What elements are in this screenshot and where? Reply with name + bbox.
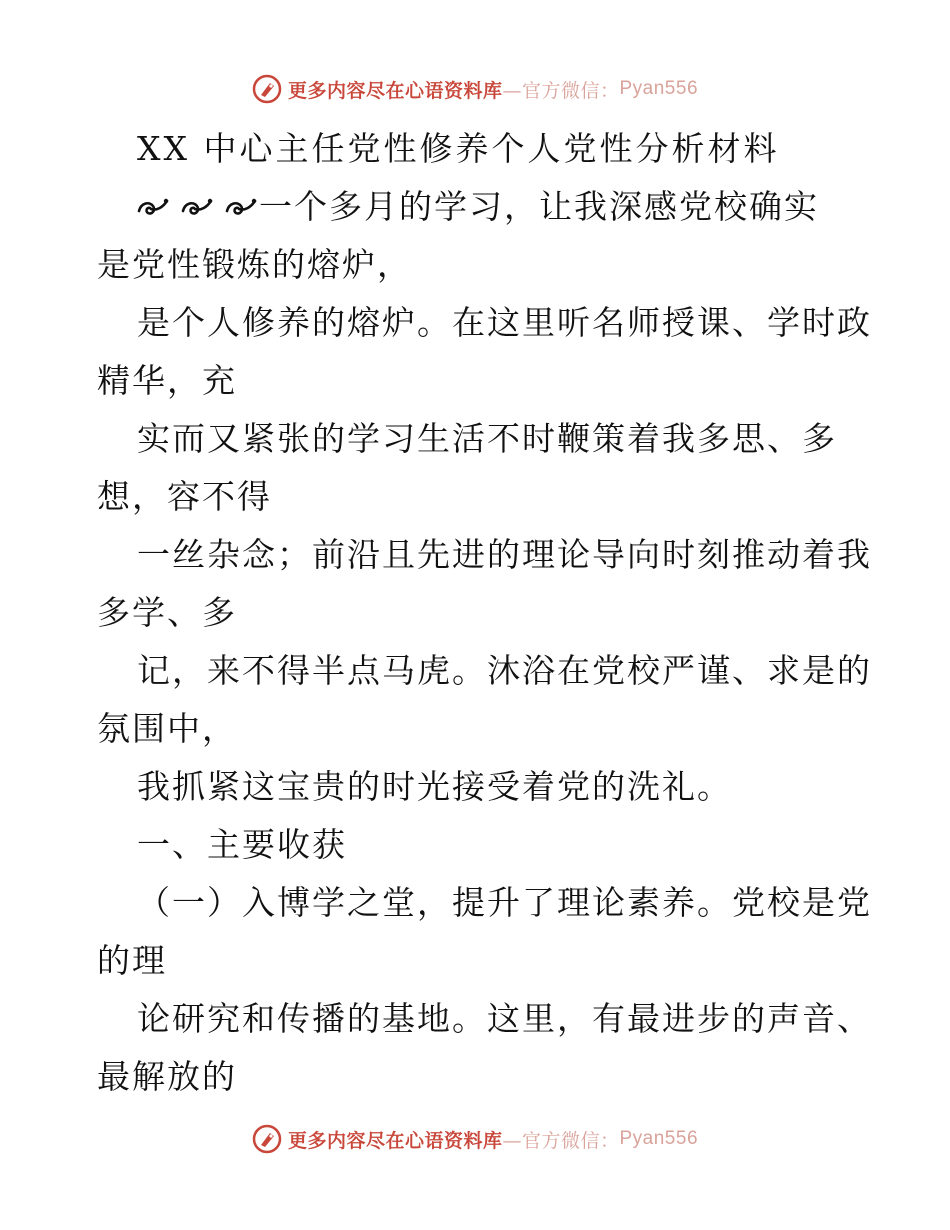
- watermark-text: 更多内容尽在心语资料库: [287, 1129, 503, 1152]
- paragraph-text: 一个多月的学习，让我深感党校确实: [259, 187, 819, 226]
- paragraph-line: 是党性锻炼的熔炉，: [97, 245, 412, 284]
- document-body: [97, 120, 872, 1106]
- paragraph-line: 是个人修养的熔炉。在这里听名师授课、学时政: [137, 303, 872, 342]
- header-watermark: [0, 74, 950, 104]
- watermark-separator: —官方微信：: [502, 1129, 620, 1152]
- fleuron-icon: [137, 197, 171, 221]
- paragraph-line: [97, 178, 857, 236]
- paragraph-line: 多学、多: [97, 593, 237, 632]
- document-title: XX 中心主任党性修养个人党性分析材料: [137, 129, 780, 168]
- footer-watermark: [0, 1124, 950, 1154]
- paragraph-line: 一丝杂念；前沿且先进的理论导向时刻推动着我: [137, 535, 872, 574]
- watermark-wechat-id: Pyan556: [619, 78, 699, 99]
- paragraph-line: 氛围中，: [97, 709, 237, 748]
- watermark-wechat-id: Pyan556: [619, 1128, 699, 1149]
- section-heading: 一、主要收获: [137, 825, 347, 864]
- paragraph-line: 论研究和传播的基地。这里，有最进步的声音、: [137, 999, 872, 1038]
- paragraph-line: 的理: [97, 941, 167, 980]
- paragraph-line: 记，来不得半点马虎。沐浴在党校严谨、求是的: [137, 651, 872, 690]
- paragraph-line: 我抓紧这宝贵的时光接受着党的洗礼。: [137, 767, 732, 806]
- paragraph-line: 最解放的: [97, 1057, 237, 1096]
- paragraph-line: （一）入博学之堂，提升了理论素养。党校是党: [137, 883, 872, 922]
- pen-nib-logo-icon: [252, 1124, 282, 1154]
- paragraph-line: 想，容不得: [97, 477, 272, 516]
- pen-nib-logo-icon: [252, 74, 282, 104]
- watermark-text: 更多内容尽在心语资料库: [287, 79, 503, 102]
- fleuron-icon: [225, 197, 259, 221]
- fleuron-icon: [181, 197, 215, 221]
- paragraph-line: 精华，充: [97, 361, 237, 400]
- watermark-separator: —官方微信：: [502, 79, 620, 102]
- paragraph-line: 实而又紧张的学习生活不时鞭策着我多思、多: [137, 419, 837, 458]
